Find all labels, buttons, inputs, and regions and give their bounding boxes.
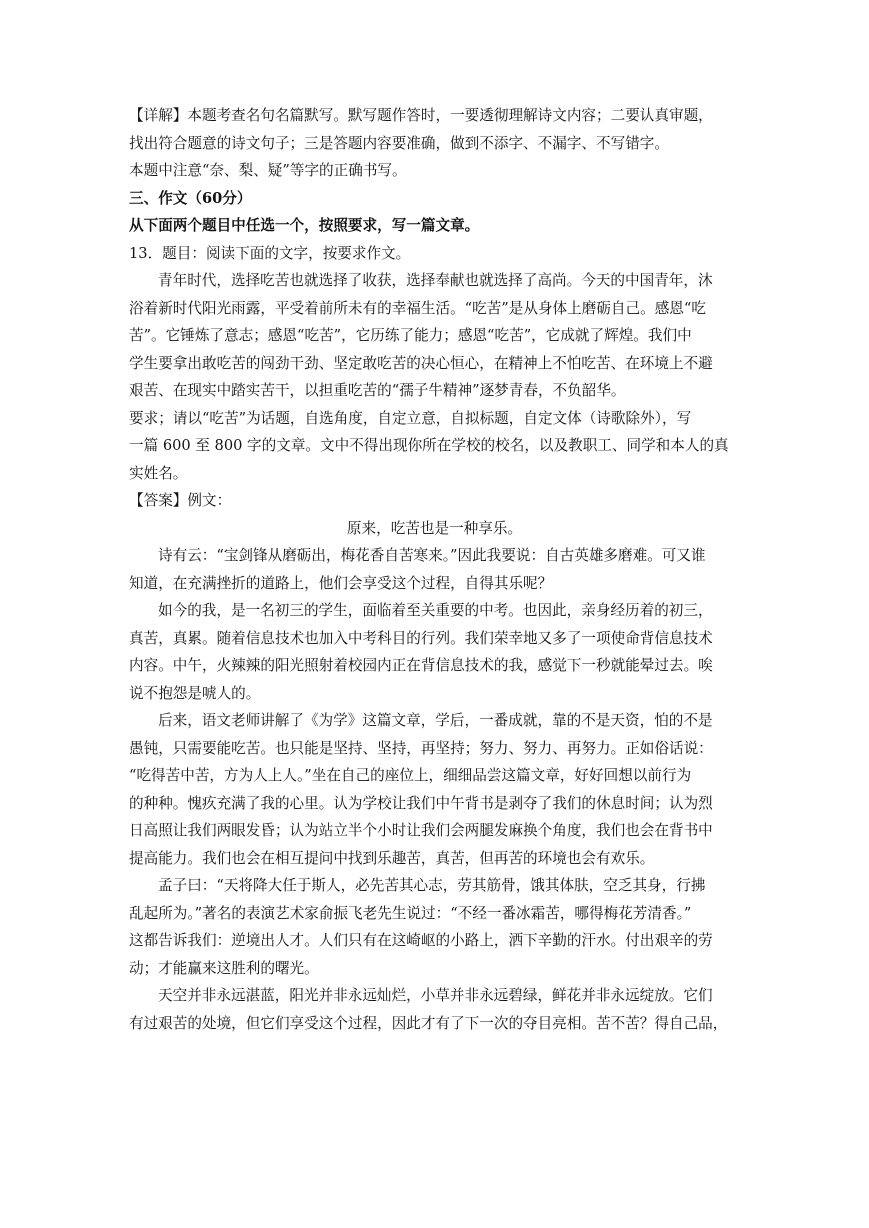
essay-paragraph-5	[129, 982, 740, 1037]
question-requirement	[129, 405, 740, 488]
essay-paragraph-1	[129, 542, 740, 597]
detail-line-1: 【详解】本题考查名句名篇默写。默写题作答时，一要透彻理解诗文内容；二要认真审题，	[129, 107, 713, 124]
requirement-line: 实姓名。	[129, 464, 188, 482]
detail-line-3: 本题中注意“奈、梨、疑”等字的正确书写。	[129, 162, 407, 179]
essay-paragraph-2	[129, 597, 740, 707]
essay-line: “吃得苦中苦，方为人上人。”坐在自己的座位上，细细品尝这篇文章，好好回想以前行为	[129, 767, 692, 784]
essay-line: 乱起所为。”著名的表演艺术家俞振飞老先生说过：“不经一番冰霜苦，哪得梅花芳清香。”	[129, 904, 692, 922]
essay-line: 如今的我，是一名初三的学生，面临着至关重要的中考。也因此，亲身经历着的初三，	[158, 602, 713, 619]
prompt-line: 艰苦、在现实中踏实苦干，以担重吃苦的“孺子牛精神”逐梦青春，不负韶华。	[129, 382, 626, 399]
instruction: 从下面两个题目中任选一个，按照要求，写一篇文章。	[129, 217, 480, 234]
requirement-line: 一篇 600 至 800 字的文章。文中不得出现你所在学校的校名，以及教职工、同学和本人的真	[129, 437, 729, 454]
requirement-line: 要求；请以“吃苦”为话题，自选角度，自定立意，自拟标题，自定文体（诗歌除外），写	[129, 409, 692, 427]
prompt-line: 苦”。它锤炼了意志；感恩“吃苦”，它历练了能力；感恩“吃苦”，它成就了辉煌。我们中	[129, 327, 692, 344]
essay-line: 孟子曰：“天将降大任于斯人，必先苦其心志，劳其筋骨，饿其体肤，空乏其身，行拂	[158, 877, 706, 894]
answer-label: 【答案】例文：	[129, 492, 232, 509]
section-heading: 三、作文（60分）	[129, 189, 252, 207]
essay-line: 说不抱怨是唬人的。	[129, 684, 261, 702]
question-prompt	[129, 267, 740, 405]
essay-line: 有过艰苦的处境，但它们享受这个过程，因此才有了下一次的夺目亮相。苦不苦？得自己品，	[129, 1014, 728, 1032]
prompt-line: 青年时代，选择吃苦也就选择了收获，选择奉献也就选择了高尚。今天的中国青年，沐	[158, 272, 713, 289]
essay-paragraph-3	[129, 707, 740, 872]
essay-line: 提高能力。我们也会在相互提问中找到乐趣苦，真苦，但再苦的环境也会有欢乐。	[129, 849, 655, 867]
essay-line: 愚钝，只需要能吃苦。也只能是坚持、坚持，再坚持；努力、努力、再努力。正如俗话说：	[129, 739, 713, 757]
essay-line: 内容。中午，火辣辣的阳光照射着校园内正在背信息技术的我，感觉下一秒就能晕过去。唉	[129, 657, 713, 674]
essay-line: 知道，在充满挫折的道路上，他们会享受这个过程，自得其乐呢？	[129, 574, 553, 592]
essay-line: 诗有云：“宝剑锋从磨砺出，梅花香自苦寒来。”因此我要说：自古英雄多磨难。可又谁	[158, 547, 706, 564]
prompt-line: 学生要拿出敢吃苦的闯劲干劲、坚定敢吃苦的决心恒心，在精神上不怕吃苦、在环境上不避	[129, 354, 713, 372]
essay-line: 后来，语文老师讲解了《为学》这篇文章，学后，一番成就，靠的不是天资，怕的不是	[158, 712, 713, 729]
essay-paragraph-4	[129, 872, 740, 982]
detail-line-2: 找出符合题意的诗文句子；三是答题内容要准确，做到不添字、不漏字、不写错字。	[129, 134, 669, 152]
essay-line: 真苦，真累。随着信息技术也加入中考科目的行列。我们荣幸地又多了一项使命背信息技术	[129, 629, 713, 647]
prompt-line: 浴着新时代阳光雨露，平受着前所未有的幸福生活。“吃苦”是从身体上磨砺自己。感恩“吃	[129, 299, 706, 317]
essay-line: 动；才能赢来这胜利的曙光。	[129, 959, 319, 977]
essay-line: 天空并非永远湛蓝，阳光并非永远灿烂，小草并非永远碧绿，鲜花并非永远绽放。它们	[158, 987, 713, 1004]
essay-line: 这都告诉我们：逆境出人才。人们只有在这崎岖的小路上，洒下辛勤的汗水。付出艰辛的劳	[129, 932, 713, 949]
essay-line: 日高照让我们两眼发昏；认为站立半个小时让我们会两腿发麻换个角度，我们也会在背书中	[129, 822, 713, 839]
document-page	[129, 102, 740, 1037]
question-label: 13．题目：阅读下面的文字，按要求作文。	[129, 244, 411, 262]
essay-title: 原来，吃苦也是一种享乐。	[346, 519, 523, 537]
essay-line: 的种种。愧疚充满了我的心里。认为学校让我们中午背书是剥夺了我们的休息时间；认为烈	[129, 794, 713, 812]
